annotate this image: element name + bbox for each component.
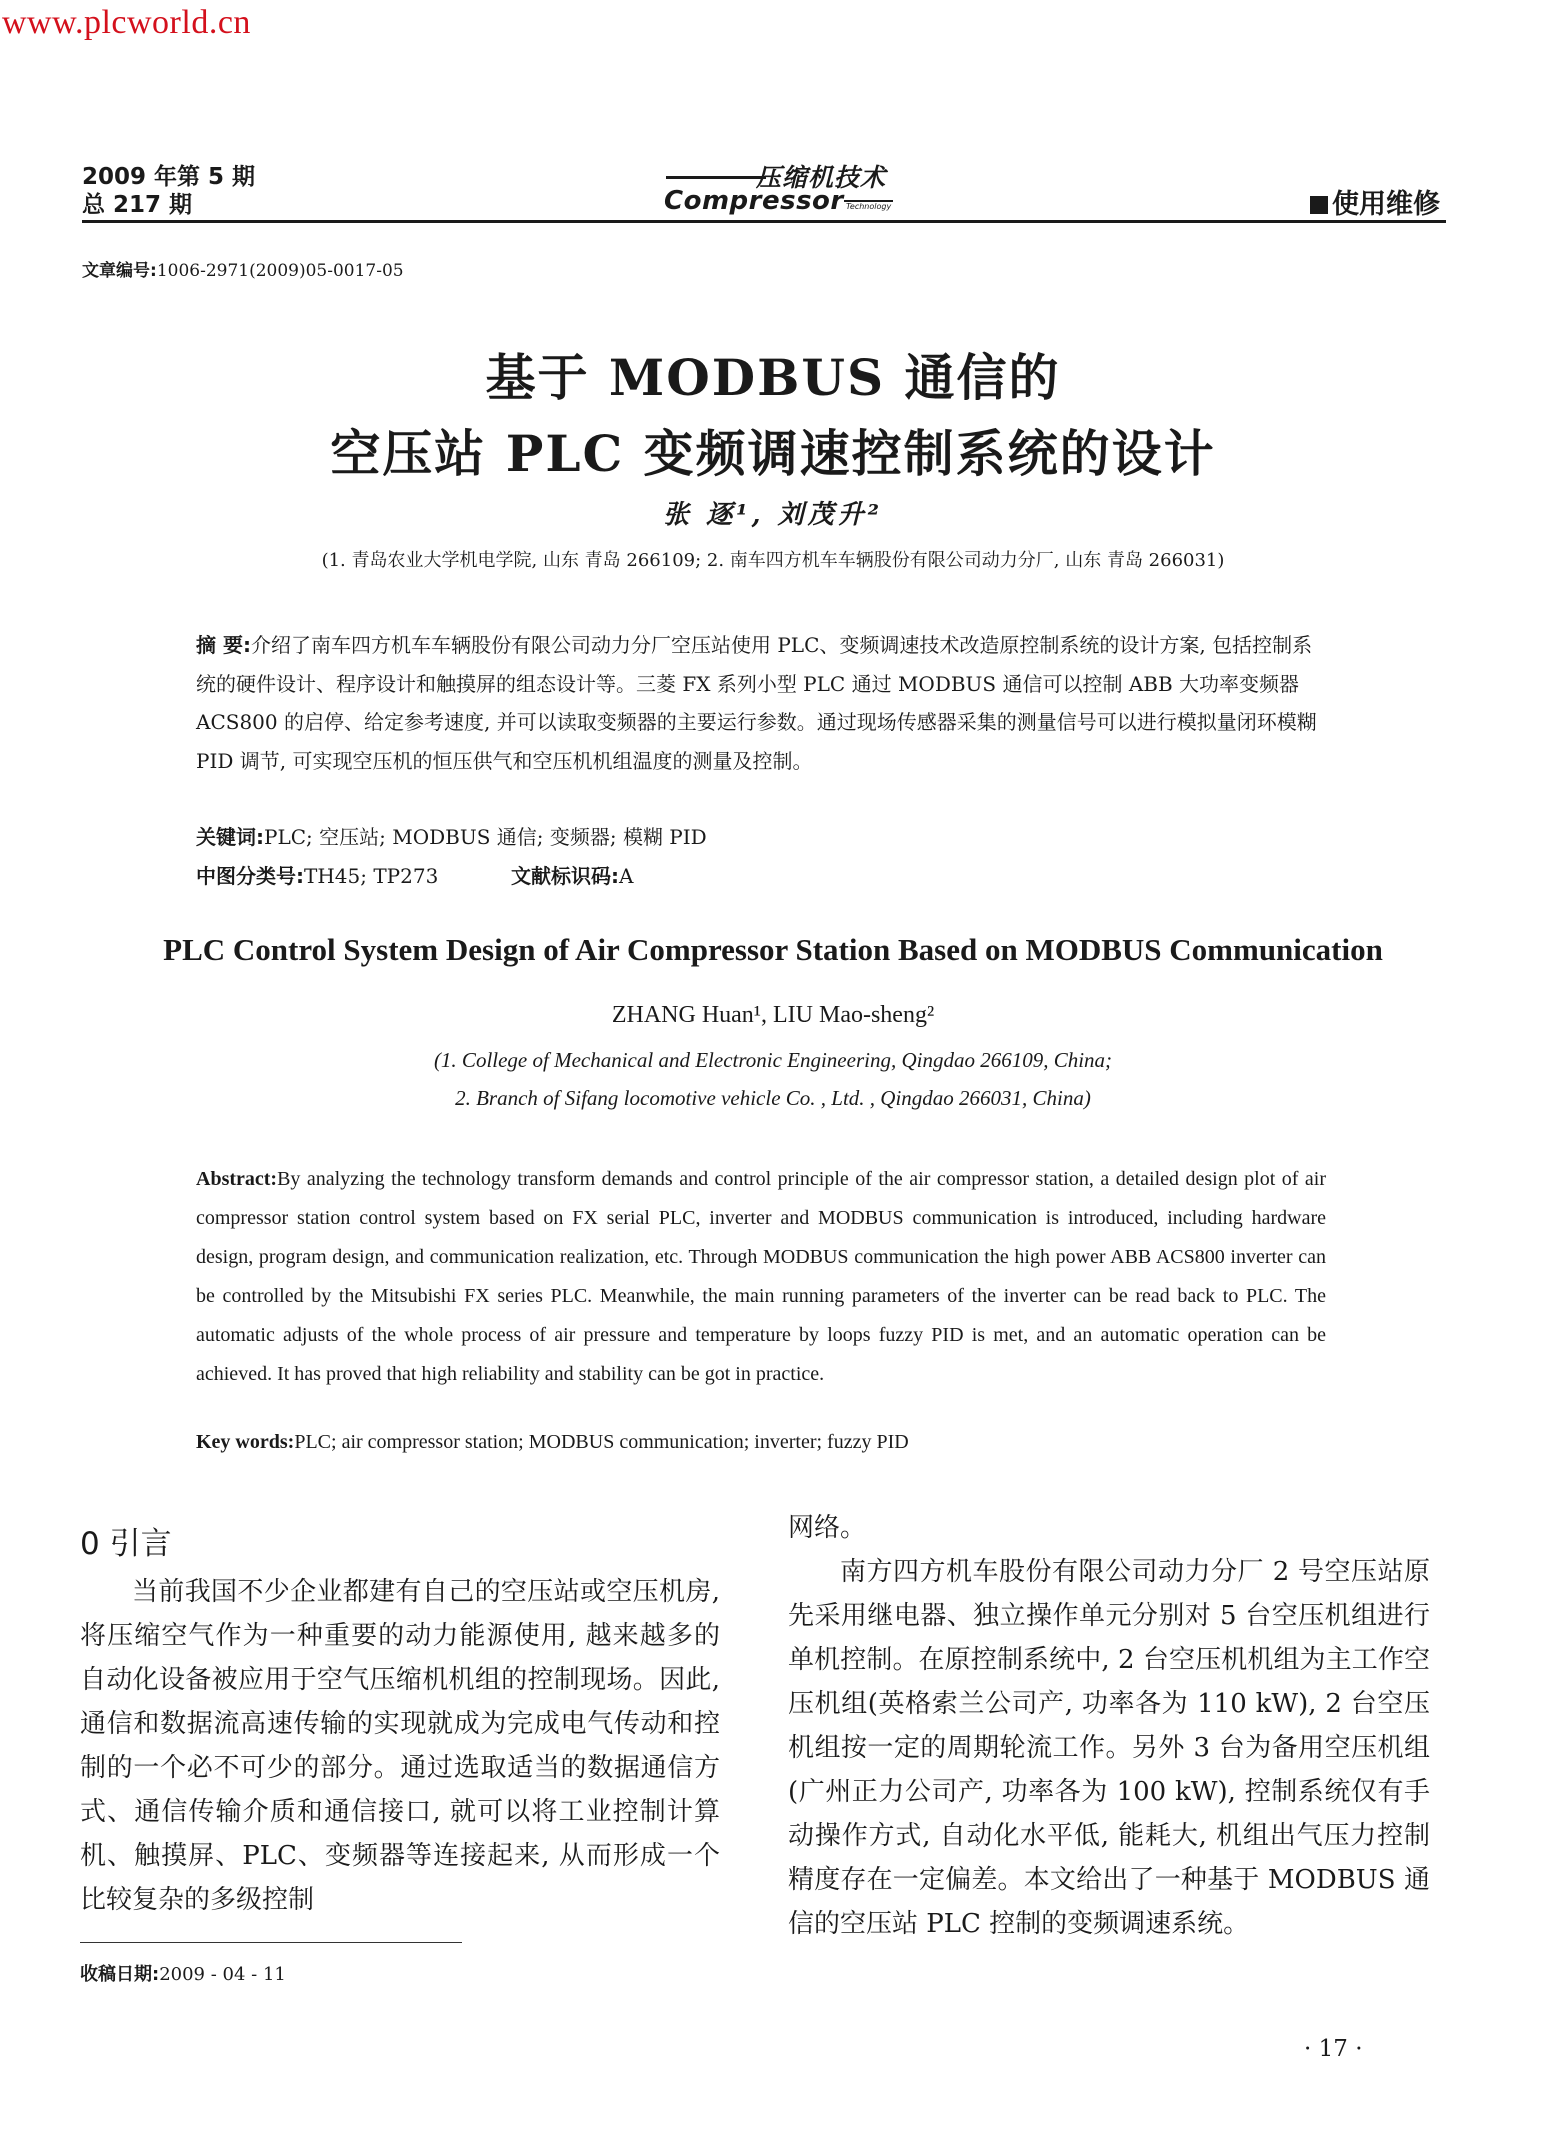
affiliation-en-line1: (1. College of Mechanical and Electronic Engineering, Qingdao 266109, China;	[433, 1048, 1113, 1072]
received-date	[80, 1960, 286, 1986]
journal-logo	[660, 158, 900, 214]
abstract-en-label: Abstract:	[196, 1168, 278, 1190]
classification-line	[196, 857, 1326, 896]
keywords-cn	[196, 818, 1326, 857]
title-cn-line1: 基于 MODBUS 通信的	[485, 348, 1061, 407]
issue-number: 2009 年第 5 期	[82, 164, 256, 190]
keywords-cn-label: 关键词:	[196, 825, 264, 849]
doc-code-label: 文献标识码:	[511, 864, 620, 888]
keywords-en-label: Key words:	[196, 1431, 295, 1453]
title-cn-line2: 空压站 PLC 变频调速控制系统的设计	[330, 424, 1216, 483]
keywords-en-text: PLC; air compressor station; MODBUS communication; inverter; fuzzy PID	[294, 1431, 909, 1453]
footnote-divider	[80, 1942, 462, 1943]
abstract-cn-text: 介绍了南车四方机车车辆股份有限公司动力分厂空压站使用 PLC、变频调速技术改造原控制系统的设计方案, 包括控制系统的硬件设计、程序设计和触摸屏的组态设计等。三菱 FX 系列小型 PLC 通过 MODBUS 通信可以控制 ABB 大功率变频器 ACS800 的启停、给定参考速度, 并可以读取变频器的主要运行参数。通过现场传感器采集的测量信号可以进行模拟量闭环模糊 PID 调节, 可实现空压机的恒压供气和空压机机组温度的测量及控制。	[196, 633, 1317, 773]
affiliation-en-line2: 2. Branch of Sifang locomotive vehicle Co. , Ltd. , Qingdao 266031, China)	[455, 1086, 1091, 1110]
page-number: · 17 ·	[1304, 2036, 1363, 2062]
logo-rule	[666, 176, 766, 179]
body-paragraph: 南方四方机车股份有限公司动力分厂 2 号空压站原先采用继电器、独立操作单元分别对 5 台空压机组进行单机控制。在原控制系统中, 2 台空压机机组为主工作空压机组(英格索兰公司产, 功率各为 110 kW), 2 台空压机组按一定的周期轮流工作。另外 3 台为备用空压机组(广州正力公司产, 功率各为 100 kW), 控制系统仅有手动操作方式, 自动化水平低, 能耗大, 机组出气压力控制精度存在一定偏差。本文给出了一种基于 MODBUS 通信的空压站 PLC 控制的变频调速系统。	[788, 1557, 1430, 1939]
header-divider	[82, 220, 1446, 223]
section-tag	[1310, 182, 1440, 221]
section-label: 使用维修	[1332, 189, 1440, 220]
clc-value: TH45; TP273	[304, 864, 439, 888]
body-column-right	[788, 1506, 1430, 1946]
article-number	[82, 256, 404, 281]
authors-cn: 张 逐¹, 刘茂升²	[663, 500, 883, 530]
received-date-value: 2009 - 04 - 11	[159, 1964, 286, 1985]
abstract-en	[196, 1160, 1326, 1394]
clc-label: 中图分类号:	[196, 864, 304, 888]
title-en: PLC Control System Design of Air Compressor Station Based on MODBUS Communication	[163, 932, 1383, 967]
authors-en: ZHANG Huan¹, LIU Mao-sheng²	[611, 1002, 935, 1028]
section-heading: 0 引言	[80, 1526, 172, 1562]
watermark-url: www.plcworld.cn	[2, 4, 251, 41]
doc-code-value: A	[619, 864, 634, 888]
keywords-cn-text: PLC; 空压站; MODBUS 通信; 变频器; 模糊 PID	[264, 825, 707, 849]
abstract-cn-label: 摘 要:	[196, 633, 251, 657]
journal-name-cn: 压缩机技术	[755, 163, 886, 192]
square-bullet-icon	[1310, 196, 1328, 214]
body-column-left	[80, 1570, 720, 1922]
body-paragraph-continued: 网络。	[788, 1513, 867, 1543]
article-number-label: 文章编号:	[82, 261, 157, 281]
received-date-label: 收稿日期:	[80, 1964, 160, 1985]
total-issue-number: 总 217 期	[82, 192, 193, 218]
keywords-en	[196, 1431, 909, 1454]
journal-name-tech: Technology	[846, 202, 892, 211]
journal-name-en: Compressor	[664, 186, 844, 216]
body-paragraph: 当前我国不少企业都建有自己的空压站或空压机房, 将压缩空气作为一种重要的动力能源使用, 越来越多的自动化设备被应用于空气压缩机机组的控制现场。因此, 通信和数据流高速传输的实现就成为完成电气传动和控制的一个必不可少的部分。通过选取适当的数据通信方式、通信传输介质和通信接口, 就可以将工业控制计算机、触摸屏、PLC、变频器等连接起来, 从而形成一个比较复杂的多级控制	[80, 1577, 720, 1915]
affiliation-cn: (1. 青岛农业大学机电学院, 山东 青岛 266109; 2. 南车四方机车车辆股份有限公司动力分厂, 山东 青岛 266031)	[321, 550, 1225, 571]
abstract-cn	[196, 626, 1326, 780]
abstract-en-text: By analyzing the technology transform demands and control principle of the air compressor station, a detailed design plot of air compressor station control system based on FX serial PLC, inverter and MODBUS communication is introduced, including hardware design, program design, and communication realization, etc. Through MODBUS communication the high power ABB ACS800 inverter can be controlled by the Mitsubishi FX series PLC. Meanwhile, the main running parameters of the inverter can be read back to PLC. The automatic adjusts of the whole process of air pressure and temperature by loops fuzzy PID is met, and an automatic operation can be achieved. It has proved that high reliability and stability can be got in practice.	[196, 1168, 1326, 1385]
article-number-value: 1006-2971(2009)05-0017-05	[156, 261, 404, 281]
